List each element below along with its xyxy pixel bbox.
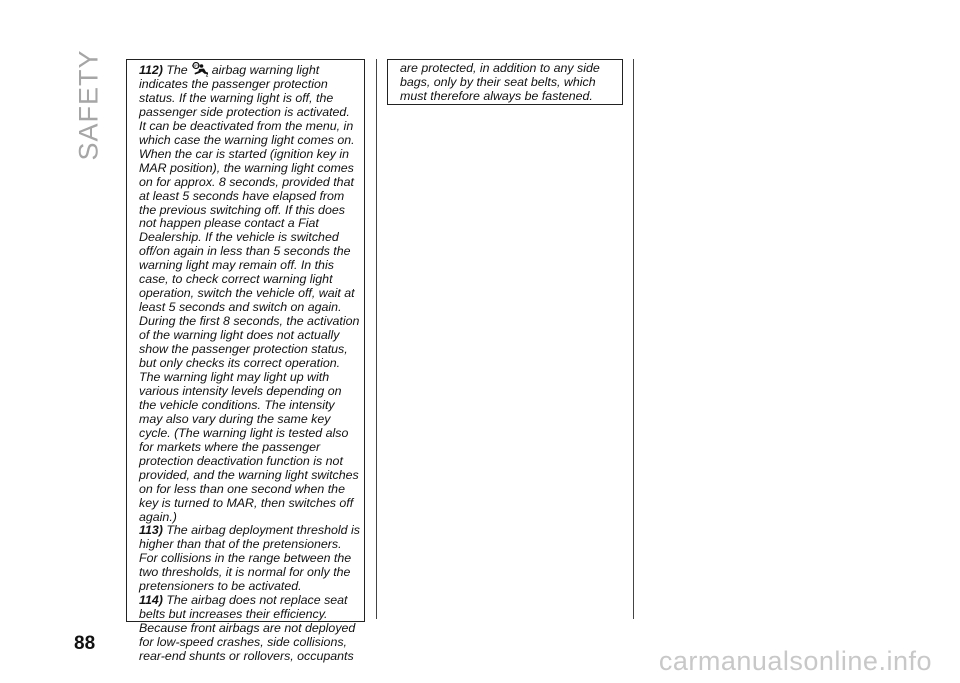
note-text: airbag warning light indicates the passenger protection status. If the warning light is off, the passenger side protection is activated. It can be deactivated from the menu, in which case the warning light comes on. When the car is started (ignition key in MAR position), the warning light comes on for approx. 8 seconds, provided that at least 5 seconds have elapsed from the previous switching off. If this does not happen please contact a Fiat Dealership. If the vehicle is switched off/on again in less than 5 seconds the warning light may remain off. In this case, to check correct warning light operation, switch the vehicle off, wait at least 5 seconds and switch on again. During the first 8 seconds, the activation of the warning light does not actually show the passenger protection status, but only checks its correct operation. The warning light may light up with various intensity levels depending on the vehicle conditions. The intensity may also vary during the same key cycle. (The warning light is tested also for markets where the passenger protection deactivation function is not provided, and the warning light switches on for less than one second when the key is turned to MAR, then switches off again.) (139, 63, 360, 524)
note-number: 112) (139, 63, 163, 77)
watermark: carmanualsonline.info (658, 646, 932, 676)
section-title (54, 49, 124, 161)
page-number: 88 (74, 633, 96, 654)
note-114 (139, 594, 360, 664)
note-number: 113) (139, 523, 163, 538)
note-number: 114) (139, 593, 163, 608)
section-title-text: SAFETY (73, 49, 104, 161)
note-text: The airbag deployment threshold is higher than that of the pretensioners. For collisions in the range between the two thresholds, it is normal for only the pretensioners to be activated. (139, 523, 360, 594)
svg-text:2: 2 (205, 72, 208, 77)
note-text: The airbag does not replace seat belts but increases their efficiency. Because front airbags are not deployed for low-speed crashes, side collisions, rear-end shunts or rollovers, occupants (139, 593, 356, 664)
column-divider (376, 59, 377, 619)
airbag-passenger-warning-icon (190, 62, 210, 77)
note-112 (139, 62, 360, 524)
svg-text:OFF: OFF (191, 63, 200, 68)
note-113 (139, 524, 360, 594)
note-lead: The (166, 63, 188, 77)
column-divider (633, 59, 634, 619)
notes-box (126, 59, 365, 664)
continuation-box (387, 59, 623, 105)
note-continuation: are protected, in addition to any side bags, only by their seat belts, which must therefore always be fastened. (400, 61, 600, 103)
